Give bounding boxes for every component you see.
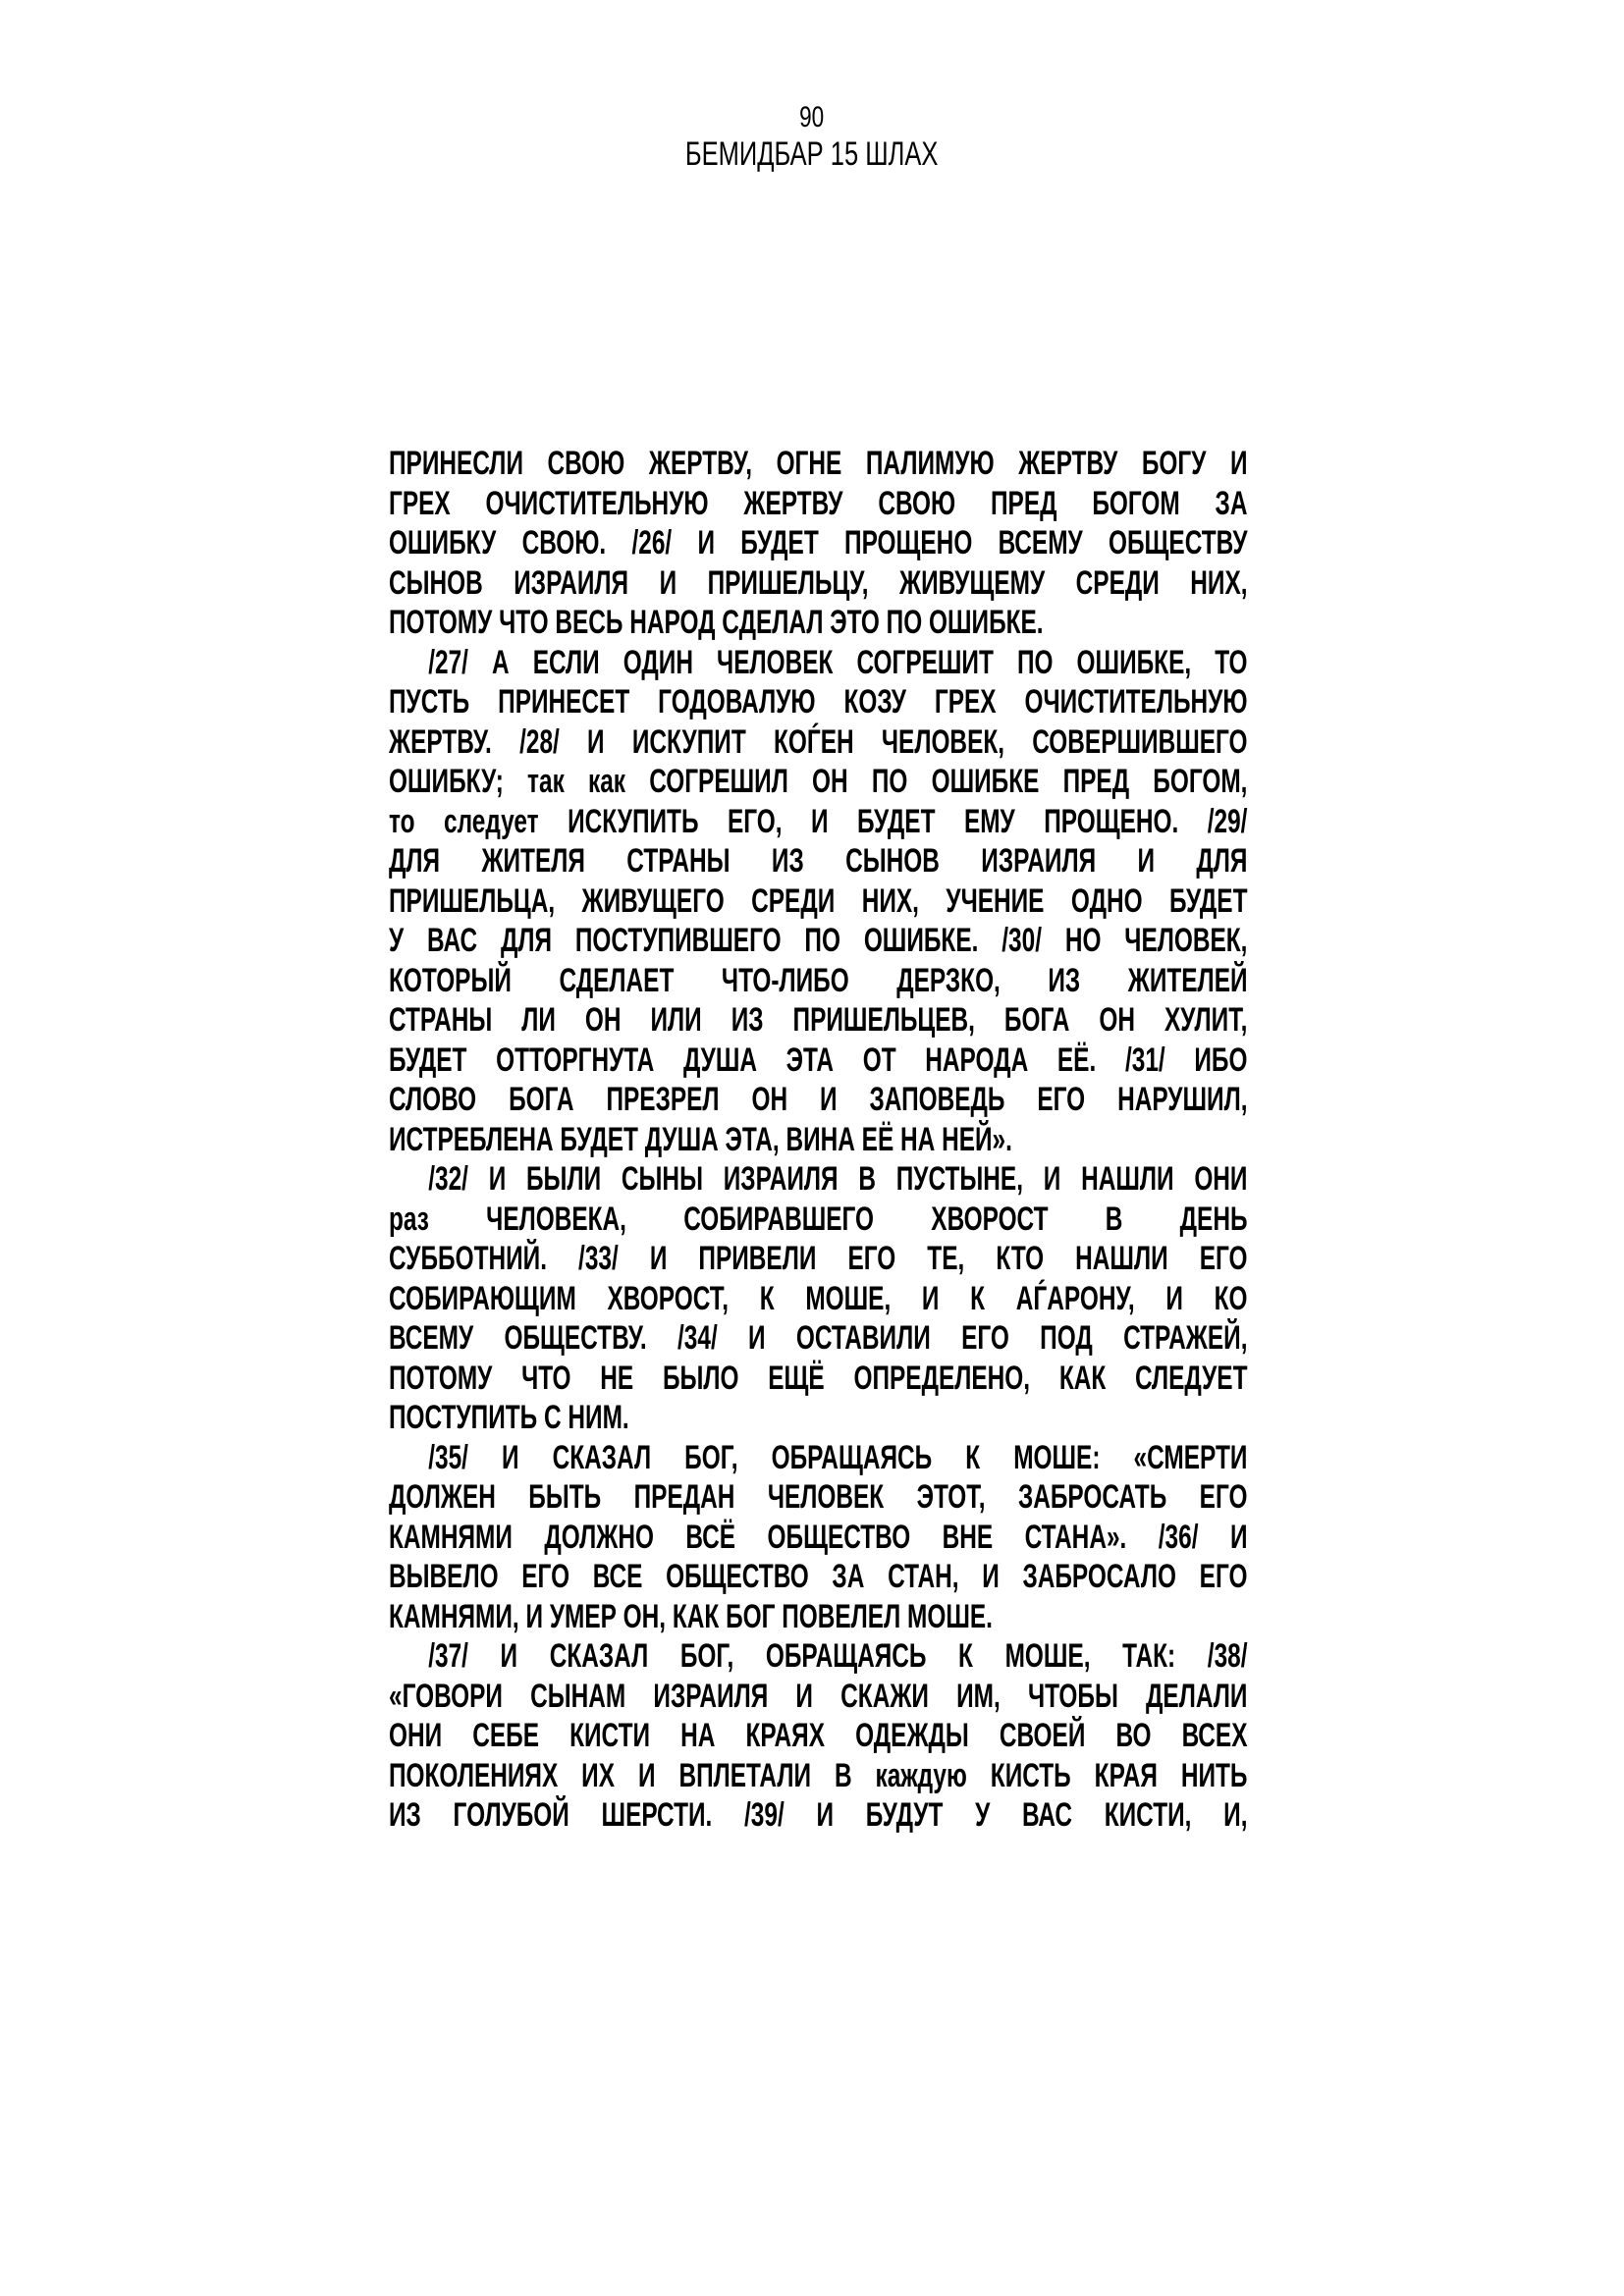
word: ВСЕМУ: [998, 524, 1083, 561]
word: К: [958, 1637, 973, 1675]
word: ВО: [1115, 1717, 1152, 1754]
running-header-title: БЕМИДБАР 15 ШЛАХ: [685, 135, 939, 173]
word: НЕ: [600, 1359, 634, 1397]
text-line: [389, 961, 1248, 1001]
word: СЛОВО: [389, 1081, 477, 1118]
word: «СМЕРТИ: [1133, 1438, 1248, 1476]
word: ЗАБРОСАЛО: [1022, 1558, 1176, 1595]
word: ВПЛЕТАЛИ: [678, 1756, 812, 1794]
word: И: [1137, 842, 1156, 880]
word: ДОЛЖЕН: [389, 1478, 496, 1516]
word: НИХ,: [1190, 563, 1248, 602]
word: ОСТАВИЛИ: [795, 1319, 931, 1357]
word: У: [389, 922, 405, 959]
word: И: [697, 524, 716, 561]
text-line: [389, 802, 1248, 842]
word: ОБЩЕСТВУ: [1108, 524, 1248, 561]
word: раз: [389, 1200, 429, 1238]
text-line: ПОТОМУ ЧТО ВЕСЬ НАРОД СДЕЛАЛ ЭТО ПО ОШИБКЕ.: [389, 604, 1044, 641]
word: СТРАНЫ: [389, 1001, 493, 1039]
word: ОДЕЖДЫ: [855, 1717, 969, 1754]
word: ЖЕРТВУ: [743, 484, 843, 522]
word: ВСЕМУ: [389, 1319, 474, 1357]
text-line: [389, 1359, 1248, 1399]
word: ОЧИСТИТЕЛЬНУЮ: [1024, 683, 1248, 721]
word: СКАЗАЛ: [549, 1637, 649, 1675]
text-line: [389, 1080, 1248, 1120]
word: ЗАПОВЕДЬ: [869, 1081, 1005, 1118]
word: ИМ,: [956, 1677, 1001, 1715]
word: ЧЕЛОВЕК,: [881, 722, 1005, 761]
word: НАШЛИ: [1075, 1240, 1168, 1277]
word: ПРИШЕЛЬЦУ,: [707, 563, 869, 602]
word: БОГА: [1003, 1001, 1070, 1039]
text-line: [389, 1557, 1248, 1597]
text-line: [389, 881, 1248, 922]
word: НАРУШИЛ,: [1117, 1081, 1248, 1118]
word: И: [501, 1438, 519, 1476]
word: ВСЁ: [685, 1518, 736, 1556]
word: ПРЕД: [990, 484, 1057, 522]
word: БУДЕТ: [857, 802, 936, 840]
text-line: [389, 1477, 1248, 1518]
text-line: [389, 484, 1248, 524]
text-line: [389, 1318, 1248, 1359]
word: ОПРЕДЕЛЕНО,: [853, 1359, 1031, 1397]
word: КАК: [1058, 1359, 1107, 1397]
word: ИЗРАИЛЯ: [981, 842, 1097, 880]
word: ИЗРАИЛЯ: [514, 563, 629, 602]
page-number-row: [0, 100, 1624, 135]
word: ТЕ,: [927, 1240, 965, 1277]
word: СОБИРАВШЕГО: [683, 1200, 875, 1238]
word: ИЗ: [389, 1796, 421, 1834]
text-line: [389, 444, 1248, 484]
text-line: [389, 1239, 1248, 1279]
word: ИБО: [1194, 1041, 1248, 1079]
word: ЖЕРТВУ.: [389, 722, 492, 761]
word: ВАС: [427, 922, 478, 959]
word: ЕЁ.: [1056, 1041, 1097, 1079]
word: НАРОДА: [925, 1041, 1029, 1079]
word: ОТТОРГНУТА: [496, 1041, 655, 1079]
word: /29/: [1207, 802, 1248, 840]
word: ЧЕЛОВЕК: [767, 1478, 885, 1516]
word: ЕГО: [847, 1240, 896, 1277]
word: БОГА: [509, 1081, 574, 1118]
word: БУДЕТ: [389, 1041, 467, 1079]
word: ОНИ: [389, 1717, 443, 1754]
word: ОН: [812, 763, 848, 800]
word: ПО: [804, 922, 840, 959]
word: /27/: [428, 643, 468, 681]
word: ГОДОВАЛУЮ: [658, 683, 816, 721]
word: ОН: [584, 1001, 622, 1039]
word: ИЗ: [1048, 961, 1081, 999]
word: СОБИРАЮЩИМ: [389, 1279, 576, 1317]
word: ПУСТЬ: [389, 683, 470, 721]
word: ОН: [1099, 1001, 1136, 1039]
word: СЫНОВ: [389, 563, 483, 602]
text-line: [389, 523, 1248, 563]
word: ВСЕ: [592, 1558, 643, 1595]
word: И: [811, 802, 829, 840]
word: ЧТО: [521, 1359, 571, 1397]
word: СВОЮ.: [521, 524, 607, 561]
word: ИЗ: [771, 842, 804, 880]
word: ОБЩЕСТВУ.: [504, 1319, 647, 1357]
word: У: [975, 1796, 991, 1834]
word: УЧЕНИЕ: [946, 881, 1045, 920]
word: МОШЕ,: [1004, 1637, 1091, 1675]
word: И: [500, 1637, 518, 1675]
word: /31/: [1124, 1041, 1165, 1079]
text-line: [389, 563, 1248, 604]
word: СЫНОВ: [845, 842, 940, 880]
word: СВОЮ: [547, 445, 625, 482]
word: ОБЩЕСТВО: [767, 1518, 911, 1556]
word: И: [748, 1319, 766, 1357]
text-line: [389, 1000, 1248, 1041]
text-line: [389, 1279, 1248, 1319]
word: СЫНАМ: [530, 1677, 626, 1715]
word: ОЧИСТИТЕЛЬНУЮ: [485, 484, 709, 522]
word: СОВЕРШИВШЕГО: [1032, 722, 1248, 761]
text-line: [389, 1716, 1248, 1756]
word: СТРАНЫ: [626, 842, 731, 880]
word: ЛИ: [521, 1001, 556, 1039]
word: И: [820, 1081, 838, 1118]
word: ПРИВЕЛИ: [698, 1240, 817, 1277]
word: ДЛЯ: [389, 842, 441, 880]
word: ЧЕЛОВЕК,: [1124, 922, 1248, 959]
word: ЕГО: [1037, 1081, 1086, 1118]
word: К: [970, 1279, 986, 1317]
text-line: [389, 1636, 1248, 1677]
word: ПОКОЛЕНИЯХ: [389, 1756, 559, 1794]
word: ПРИШЕЛЬЦА,: [389, 881, 556, 920]
word: ДЕРЗКО,: [896, 961, 1001, 999]
word: ВСЕХ: [1181, 1717, 1248, 1754]
word: БОГОМ: [1092, 484, 1180, 522]
word: ПРИШЕЛЬЦЕВ,: [792, 1001, 975, 1039]
word: СЫНЫ: [621, 1160, 703, 1198]
word: И: [816, 1796, 834, 1834]
word: И: [637, 1756, 656, 1794]
word: ЕГО: [1199, 1478, 1248, 1516]
word: ОДНО: [1070, 881, 1143, 920]
word: И: [1229, 1518, 1248, 1556]
word: ОНИ: [1194, 1160, 1248, 1198]
word: /38/: [1207, 1637, 1248, 1675]
word: КОЃЕН: [773, 722, 854, 761]
word: СУББОТНИЙ.: [389, 1240, 548, 1277]
word: /28/: [519, 722, 560, 761]
word: «ГОВОРИ: [389, 1677, 503, 1715]
word: ИХ: [581, 1756, 616, 1794]
text-line: [389, 722, 1248, 763]
word: ДЛЯ: [1196, 842, 1248, 880]
word: В: [1105, 1200, 1123, 1238]
word: ПРИНЕСЕТ: [498, 683, 630, 721]
word: СРЕДИ: [1075, 563, 1160, 602]
word: БОГУ: [1141, 445, 1207, 482]
word: ГРЕХ: [389, 484, 451, 522]
word: СТАНА».: [1024, 1518, 1127, 1556]
word: /30/: [1001, 922, 1042, 959]
word: НО: [1064, 922, 1102, 959]
word: СВОЕЙ: [999, 1717, 1086, 1754]
word: КТО: [996, 1240, 1045, 1277]
word: ЭТА: [785, 1041, 835, 1079]
word: /35/: [428, 1438, 468, 1476]
word: /26/: [631, 524, 673, 561]
text-line: [389, 921, 1248, 961]
word: А: [491, 643, 510, 681]
word: КИСТИ: [569, 1717, 651, 1754]
word: КРАЯ: [1094, 1756, 1158, 1794]
word: ПРЕД: [1062, 763, 1130, 800]
word: ОГНЕ: [776, 445, 842, 482]
word: ЭТОТ,: [916, 1478, 986, 1516]
word: ЗА: [832, 1558, 865, 1595]
word: ПУСТЫНЕ,: [895, 1160, 1023, 1198]
word: ИСКУПИТЬ: [568, 802, 699, 840]
word: МОШЕ:: [1013, 1438, 1101, 1476]
word: К: [965, 1438, 981, 1476]
word: то: [389, 802, 415, 840]
word: ПОД: [1040, 1319, 1093, 1357]
word: ПРОЩЕНО.: [1044, 802, 1179, 840]
word: ОБЩЕСТВО: [666, 1558, 809, 1595]
word: ЕГО,: [727, 802, 783, 840]
word: БОГОМ,: [1153, 763, 1248, 800]
word: СЛЕДУЕТ: [1134, 1359, 1248, 1397]
word: ДЕЛАЛИ: [1146, 1677, 1248, 1715]
word: ОШИБКУ: [389, 524, 497, 561]
word: ИЛИ: [650, 1001, 702, 1039]
word: СРЕДИ: [751, 881, 836, 920]
word: ЧЕЛОВЕКА,: [486, 1200, 626, 1238]
word: КИСТЬ: [990, 1756, 1071, 1794]
word: ПОТОМУ: [389, 1359, 493, 1397]
word: ДУША: [682, 1041, 757, 1079]
word: И: [1043, 1160, 1061, 1198]
word: ВАС: [1021, 1796, 1073, 1834]
word: ПРИНЕСЛИ: [389, 445, 523, 482]
word: ДЛЯ: [500, 922, 553, 959]
word: БУДУТ: [865, 1796, 944, 1834]
word: так: [527, 763, 565, 800]
word: МОШЕ,: [805, 1279, 892, 1317]
word: ПО: [871, 763, 908, 800]
word: И: [659, 563, 677, 602]
word: КО: [1214, 1279, 1248, 1317]
word: В: [858, 1160, 876, 1198]
word: ЕСЛИ: [532, 643, 600, 681]
word: ЕГО: [1199, 1240, 1248, 1277]
text-line: [389, 1518, 1248, 1558]
word: ПРЕЗРЕЛ: [606, 1081, 720, 1118]
word: ЧТО-ЛИБО: [721, 961, 849, 999]
text-line: [389, 1795, 1248, 1836]
word: И: [1165, 1279, 1183, 1317]
word: СКАЖИ: [840, 1677, 929, 1715]
text-line: [389, 1756, 1248, 1796]
word: /34/: [677, 1319, 718, 1357]
word: ПОСТУПИВШЕГО: [574, 922, 782, 959]
word: /36/: [1158, 1518, 1199, 1556]
word: ЕГО: [521, 1558, 570, 1595]
word: ВНЕ: [942, 1518, 994, 1556]
word: БЫТЬ: [528, 1478, 602, 1516]
text-line: [389, 841, 1248, 881]
word: ЕЩЁ: [768, 1359, 825, 1397]
word: ШЕРСТИ.: [601, 1796, 713, 1834]
word: ЖИВУЩЕМУ: [899, 563, 1046, 602]
word: ХУЛИТ,: [1164, 1001, 1248, 1039]
text-line: ПОСТУПИТЬ С НИМ.: [389, 1399, 629, 1436]
text-line: [389, 1041, 1248, 1081]
word: БУДЕТ: [1169, 881, 1248, 920]
word: БУДЕТ: [740, 524, 819, 561]
word: ХВОРОСТ,: [607, 1279, 730, 1317]
word: ОТ: [862, 1041, 896, 1079]
word: ИЗРАИЛЯ: [653, 1677, 769, 1715]
word: ЖИТЕЛЕЙ: [1127, 961, 1248, 999]
word: ЧЕЛОВЕК: [717, 643, 834, 681]
word: СВОЮ: [878, 484, 956, 522]
word: СТРАЖЕЙ,: [1123, 1319, 1248, 1357]
text-line: ИСТРЕБЛЕНА БУДЕТ ДУША ЭТА, ВИНА ЕЁ НА НЕЙ».: [389, 1120, 1012, 1158]
text-line: [389, 1159, 1248, 1200]
word: НИХ,: [861, 881, 919, 920]
word: ОШИБКЕ,: [1076, 643, 1192, 681]
word: /37/: [428, 1637, 468, 1675]
word: И: [795, 1677, 813, 1715]
word: КИСТИ,: [1104, 1796, 1192, 1834]
word: ГРЕХ: [934, 683, 997, 721]
word: ОШИБКУ;: [389, 763, 504, 800]
word: /32/: [428, 1160, 468, 1198]
word: БЫЛИ: [526, 1160, 602, 1198]
word: КОТОРЫЙ: [389, 961, 512, 999]
text-line: КАМНЯМИ, И УМЕР ОН, КАК БОГ ПОВЕЛЕЛ МОШЕ.: [389, 1597, 993, 1635]
word: ОБРАЩАЯСЬ: [771, 1438, 933, 1476]
text-line: [389, 762, 1248, 802]
word: ЕГО: [961, 1319, 1009, 1357]
word: К: [759, 1279, 775, 1317]
word: БОГ,: [679, 1637, 734, 1675]
word: ИЗ: [731, 1001, 764, 1039]
word: СЕБЕ: [472, 1717, 540, 1754]
word: /39/: [744, 1796, 785, 1834]
word: ЗАБРОСАТЬ: [1017, 1478, 1167, 1516]
word: ЗА: [1215, 484, 1248, 522]
word: ЖЕРТВУ,: [648, 445, 753, 482]
word: ИЗРАИЛЯ: [723, 1160, 839, 1198]
word: ТАК:: [1122, 1637, 1176, 1675]
word: СТАН,: [888, 1558, 959, 1595]
word: ПРОЩЕНО: [844, 524, 973, 561]
word: ЕГО: [1199, 1558, 1248, 1595]
word: ХВОРОСТ: [931, 1200, 1049, 1238]
word: ОШИБКЕ: [931, 763, 1040, 800]
word: БОГ,: [684, 1438, 738, 1476]
word: КРАЯХ: [745, 1717, 826, 1754]
word: И: [1229, 445, 1248, 482]
word: СДЕЛАЕТ: [559, 961, 675, 999]
word: И: [488, 1160, 507, 1198]
word: ИСКУПИТ: [631, 722, 746, 761]
word: НА: [680, 1717, 716, 1754]
word: /33/: [578, 1240, 619, 1277]
word: БЫЛО: [662, 1359, 739, 1397]
word: ОН: [751, 1081, 788, 1118]
word: И: [649, 1240, 668, 1277]
word: каждую: [875, 1756, 967, 1794]
word: как: [587, 763, 626, 800]
word: ТО: [1215, 643, 1248, 681]
word: ГОЛУБОЙ: [453, 1796, 569, 1834]
word: В: [834, 1756, 852, 1794]
word: АЃАРОНУ,: [1015, 1279, 1135, 1317]
word: КАМНЯМИ: [389, 1518, 513, 1556]
word: ЖЕРТВУ: [1018, 445, 1118, 482]
word: СОГРЕШИТ: [856, 643, 994, 681]
word: И: [587, 722, 605, 761]
word: ПРЕДАН: [633, 1478, 735, 1516]
word: ДОЛЖНО: [544, 1518, 654, 1556]
text-block: [389, 444, 1248, 1836]
word: И,: [1223, 1796, 1248, 1834]
word: СОГРЕШИЛ: [649, 763, 788, 800]
word: ПО: [1016, 643, 1054, 681]
text-line: [389, 1200, 1248, 1240]
text-line: [389, 1677, 1248, 1717]
word: ВЫВЕЛО: [389, 1558, 499, 1595]
word: КОЗУ: [843, 683, 906, 721]
word: НАШЛИ: [1081, 1160, 1174, 1198]
text-line: [389, 1438, 1248, 1478]
word: ОШИБКЕ.: [863, 922, 979, 959]
word: ПАЛИМУЮ: [865, 445, 995, 482]
word: ОДИН: [623, 643, 693, 681]
word: ЧТОБЫ: [1027, 1677, 1118, 1715]
word: НИТЬ: [1180, 1756, 1248, 1794]
word: ОБРАЩАЯСЬ: [765, 1637, 927, 1675]
word: СКАЗАЛ: [552, 1438, 652, 1476]
page-number: 90: [799, 101, 825, 133]
word: ЕМУ: [963, 802, 1015, 840]
word: И: [982, 1558, 1000, 1595]
word: ДЕНЬ: [1179, 1200, 1248, 1238]
running-header-row: [0, 134, 1624, 174]
word: следует: [444, 802, 539, 840]
word: ЖИТЕЛЯ: [481, 842, 585, 880]
word: И: [921, 1279, 940, 1317]
text-line: [389, 643, 1248, 683]
word: ЖИВУЩЕГО: [581, 881, 725, 920]
text-line: [389, 682, 1248, 722]
